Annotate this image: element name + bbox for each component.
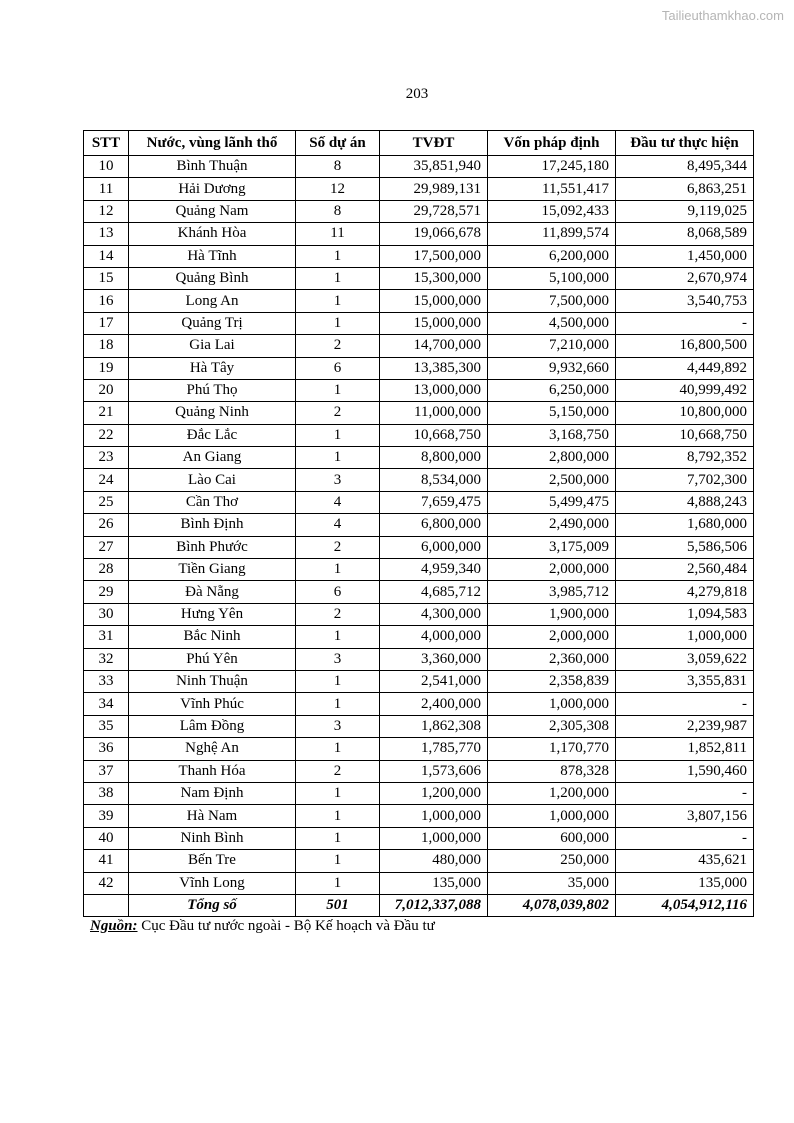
- cell-stt: 40: [84, 827, 129, 849]
- cell-legal-capital: 11,899,574: [488, 223, 616, 245]
- cell-stt: 32: [84, 648, 129, 670]
- table-row: [84, 626, 754, 648]
- cell-tvdt: 35,851,940: [380, 156, 488, 178]
- cell-stt: 24: [84, 469, 129, 491]
- cell-region: Quảng Bình: [129, 267, 296, 289]
- cell-region: Tiền Giang: [129, 559, 296, 581]
- cell-projects: 1: [296, 290, 380, 312]
- cell-implemented: -: [616, 693, 754, 715]
- cell-legal-capital: 2,000,000: [488, 626, 616, 648]
- table-row: [84, 648, 754, 670]
- cell-legal-capital: 2,490,000: [488, 514, 616, 536]
- cell-implemented: 3,355,831: [616, 670, 754, 692]
- cell-legal-capital: 2,358,839: [488, 670, 616, 692]
- cell-projects: 1: [296, 738, 380, 760]
- cell-implemented: 1,000,000: [616, 626, 754, 648]
- cell-tvdt: 7,659,475: [380, 491, 488, 513]
- table-row: [84, 267, 754, 289]
- table-row: [84, 379, 754, 401]
- cell-stt: 36: [84, 738, 129, 760]
- cell-legal-capital: 1,170,770: [488, 738, 616, 760]
- source-note: [90, 918, 435, 935]
- table-row: [84, 670, 754, 692]
- cell-projects: 1: [296, 379, 380, 401]
- cell-region: Nghệ An: [129, 738, 296, 760]
- cell-stt: 41: [84, 850, 129, 872]
- cell-implemented: 7,702,300: [616, 469, 754, 491]
- cell-projects: 1: [296, 447, 380, 469]
- cell-region: Nam Định: [129, 782, 296, 804]
- cell-region: Hà Tây: [129, 357, 296, 379]
- cell-region: Long An: [129, 290, 296, 312]
- cell-region: Ninh Bình: [129, 827, 296, 849]
- cell-region: Gia Lai: [129, 335, 296, 357]
- cell-region: Vĩnh Phúc: [129, 693, 296, 715]
- cell-projects: 6: [296, 357, 380, 379]
- cell-tvdt: 8,800,000: [380, 447, 488, 469]
- cell-legal-capital: 1,900,000: [488, 603, 616, 625]
- cell-implemented: 5,586,506: [616, 536, 754, 558]
- cell-tvdt: 19,066,678: [380, 223, 488, 245]
- cell-region: Hà Tĩnh: [129, 245, 296, 267]
- cell-tvdt: 1,000,000: [380, 805, 488, 827]
- cell-tvdt: 6,800,000: [380, 514, 488, 536]
- cell-region: Lâm Đồng: [129, 715, 296, 737]
- cell-tvdt: 29,989,131: [380, 178, 488, 200]
- cell-legal-capital: 1,000,000: [488, 805, 616, 827]
- cell-tvdt: 4,300,000: [380, 603, 488, 625]
- cell-region: An Giang: [129, 447, 296, 469]
- cell-projects: 2: [296, 603, 380, 625]
- cell-region: Phú Thọ: [129, 379, 296, 401]
- cell-tvdt: 14,700,000: [380, 335, 488, 357]
- cell-projects: 1: [296, 312, 380, 334]
- cell-implemented: 8,068,589: [616, 223, 754, 245]
- cell-legal-capital: 250,000: [488, 850, 616, 872]
- cell-projects: 2: [296, 536, 380, 558]
- cell-region: Hải Dương: [129, 178, 296, 200]
- cell-tvdt: 1,573,606: [380, 760, 488, 782]
- cell-region: Bắc Ninh: [129, 626, 296, 648]
- table-body: [84, 156, 754, 895]
- cell-implemented: 10,668,750: [616, 424, 754, 446]
- table-row: [84, 715, 754, 737]
- cell-implemented: 4,888,243: [616, 491, 754, 513]
- table-row: [84, 872, 754, 894]
- table-row: [84, 581, 754, 603]
- cell-implemented: 40,999,492: [616, 379, 754, 401]
- cell-tvdt: 6,000,000: [380, 536, 488, 558]
- cell-region: Bình Định: [129, 514, 296, 536]
- cell-region: Khánh Hòa: [129, 223, 296, 245]
- cell-tvdt: 4,000,000: [380, 626, 488, 648]
- cell-stt: 38: [84, 782, 129, 804]
- table-row: [84, 491, 754, 513]
- total-stt-cell: [84, 894, 129, 916]
- cell-implemented: 3,059,622: [616, 648, 754, 670]
- cell-projects: 1: [296, 827, 380, 849]
- cell-region: Đà Nẵng: [129, 581, 296, 603]
- table-row: [84, 782, 754, 804]
- cell-implemented: -: [616, 312, 754, 334]
- cell-legal-capital: 7,210,000: [488, 335, 616, 357]
- table-row: [84, 603, 754, 625]
- cell-tvdt: 17,500,000: [380, 245, 488, 267]
- cell-projects: 11: [296, 223, 380, 245]
- cell-tvdt: 10,668,750: [380, 424, 488, 446]
- cell-projects: 8: [296, 200, 380, 222]
- header-implemented: Đầu tư thực hiện: [616, 131, 754, 156]
- cell-implemented: 8,792,352: [616, 447, 754, 469]
- cell-stt: 23: [84, 447, 129, 469]
- cell-tvdt: 4,959,340: [380, 559, 488, 581]
- table-row: [84, 424, 754, 446]
- source-text: Cục Đầu tư nước ngoài - Bộ Kế hoạch và Đầu tư: [137, 918, 435, 934]
- cell-tvdt: 13,385,300: [380, 357, 488, 379]
- table-row: [84, 447, 754, 469]
- cell-legal-capital: 2,800,000: [488, 447, 616, 469]
- cell-projects: 12: [296, 178, 380, 200]
- cell-projects: 2: [296, 760, 380, 782]
- cell-implemented: -: [616, 827, 754, 849]
- cell-projects: 2: [296, 335, 380, 357]
- cell-implemented: 435,621: [616, 850, 754, 872]
- header-projects: Số dự án: [296, 131, 380, 156]
- table-row: [84, 559, 754, 581]
- cell-projects: 1: [296, 850, 380, 872]
- table-row: [84, 290, 754, 312]
- cell-legal-capital: 5,150,000: [488, 402, 616, 424]
- table-row: [84, 760, 754, 782]
- cell-projects: 1: [296, 805, 380, 827]
- cell-legal-capital: 7,500,000: [488, 290, 616, 312]
- cell-tvdt: 1,000,000: [380, 827, 488, 849]
- cell-legal-capital: 2,000,000: [488, 559, 616, 581]
- cell-region: Vĩnh Long: [129, 872, 296, 894]
- cell-tvdt: 11,000,000: [380, 402, 488, 424]
- cell-stt: 11: [84, 178, 129, 200]
- cell-legal-capital: 1,200,000: [488, 782, 616, 804]
- cell-tvdt: 15,000,000: [380, 312, 488, 334]
- cell-tvdt: 3,360,000: [380, 648, 488, 670]
- cell-projects: 4: [296, 514, 380, 536]
- cell-legal-capital: 15,092,433: [488, 200, 616, 222]
- cell-implemented: 2,560,484: [616, 559, 754, 581]
- cell-implemented: 16,800,500: [616, 335, 754, 357]
- cell-implemented: 1,680,000: [616, 514, 754, 536]
- watermark-text: Tailieuthamkhao.com: [661, 8, 784, 23]
- cell-tvdt: 8,534,000: [380, 469, 488, 491]
- cell-legal-capital: 11,551,417: [488, 178, 616, 200]
- table-row: [84, 693, 754, 715]
- cell-legal-capital: 5,100,000: [488, 267, 616, 289]
- cell-projects: 6: [296, 581, 380, 603]
- table-header-row: [84, 131, 754, 156]
- cell-implemented: 3,807,156: [616, 805, 754, 827]
- table-row: [84, 469, 754, 491]
- cell-legal-capital: 6,250,000: [488, 379, 616, 401]
- cell-region: Bình Phước: [129, 536, 296, 558]
- cell-projects: 1: [296, 245, 380, 267]
- table-row: [84, 514, 754, 536]
- cell-stt: 14: [84, 245, 129, 267]
- total-implemented: 4,054,912,116: [616, 894, 754, 916]
- table-row: [84, 223, 754, 245]
- table-row: [84, 850, 754, 872]
- cell-stt: 31: [84, 626, 129, 648]
- cell-projects: 4: [296, 491, 380, 513]
- cell-region: Hưng Yên: [129, 603, 296, 625]
- cell-legal-capital: 3,175,009: [488, 536, 616, 558]
- table-row: [84, 312, 754, 334]
- cell-stt: 18: [84, 335, 129, 357]
- cell-stt: 12: [84, 200, 129, 222]
- table-row: [84, 357, 754, 379]
- cell-stt: 34: [84, 693, 129, 715]
- cell-tvdt: 480,000: [380, 850, 488, 872]
- cell-stt: 35: [84, 715, 129, 737]
- cell-tvdt: 1,785,770: [380, 738, 488, 760]
- total-label: Tổng số: [129, 894, 296, 916]
- cell-tvdt: 1,862,308: [380, 715, 488, 737]
- cell-tvdt: 135,000: [380, 872, 488, 894]
- total-tvdt: 7,012,337,088: [380, 894, 488, 916]
- cell-legal-capital: 600,000: [488, 827, 616, 849]
- cell-region: Phú Yên: [129, 648, 296, 670]
- table-row: [84, 738, 754, 760]
- cell-projects: 3: [296, 648, 380, 670]
- cell-implemented: 1,590,460: [616, 760, 754, 782]
- cell-stt: 30: [84, 603, 129, 625]
- cell-stt: 26: [84, 514, 129, 536]
- cell-region: Thanh Hóa: [129, 760, 296, 782]
- cell-projects: 1: [296, 872, 380, 894]
- header-tvdt: TVĐT: [380, 131, 488, 156]
- cell-projects: 3: [296, 469, 380, 491]
- cell-implemented: 1,852,811: [616, 738, 754, 760]
- cell-legal-capital: 9,932,660: [488, 357, 616, 379]
- cell-stt: 13: [84, 223, 129, 245]
- table-row: [84, 536, 754, 558]
- cell-projects: 2: [296, 402, 380, 424]
- page-number: 203: [405, 86, 429, 102]
- cell-projects: 1: [296, 626, 380, 648]
- table-row: [84, 827, 754, 849]
- cell-stt: 16: [84, 290, 129, 312]
- cell-stt: 21: [84, 402, 129, 424]
- header-stt: STT: [84, 131, 129, 156]
- cell-tvdt: 15,300,000: [380, 267, 488, 289]
- cell-projects: 1: [296, 559, 380, 581]
- cell-region: Quảng Trị: [129, 312, 296, 334]
- cell-tvdt: 13,000,000: [380, 379, 488, 401]
- cell-stt: 20: [84, 379, 129, 401]
- cell-stt: 19: [84, 357, 129, 379]
- cell-legal-capital: 6,200,000: [488, 245, 616, 267]
- cell-region: Bình Thuận: [129, 156, 296, 178]
- cell-tvdt: 1,200,000: [380, 782, 488, 804]
- cell-stt: 33: [84, 670, 129, 692]
- cell-projects: 3: [296, 715, 380, 737]
- table-row: [84, 245, 754, 267]
- cell-projects: 1: [296, 424, 380, 446]
- cell-tvdt: 15,000,000: [380, 290, 488, 312]
- cell-region: Cần Thơ: [129, 491, 296, 513]
- cell-region: Bến Tre: [129, 850, 296, 872]
- table-row: [84, 805, 754, 827]
- cell-implemented: 2,670,974: [616, 267, 754, 289]
- cell-implemented: 1,094,583: [616, 603, 754, 625]
- total-row: [84, 894, 754, 916]
- cell-projects: 1: [296, 693, 380, 715]
- cell-implemented: 2,239,987: [616, 715, 754, 737]
- cell-legal-capital: 35,000: [488, 872, 616, 894]
- cell-stt: 28: [84, 559, 129, 581]
- cell-legal-capital: 17,245,180: [488, 156, 616, 178]
- total-projects: 501: [296, 894, 380, 916]
- cell-implemented: 8,495,344: [616, 156, 754, 178]
- cell-implemented: 10,800,000: [616, 402, 754, 424]
- table-row: [84, 200, 754, 222]
- header-region: Nước, vùng lãnh thổ: [129, 131, 296, 156]
- table-row: [84, 156, 754, 178]
- cell-legal-capital: 3,168,750: [488, 424, 616, 446]
- cell-region: Ninh Thuận: [129, 670, 296, 692]
- header-legal-capital: Vốn pháp định: [488, 131, 616, 156]
- cell-legal-capital: 4,500,000: [488, 312, 616, 334]
- cell-implemented: 9,119,025: [616, 200, 754, 222]
- cell-region: Hà Nam: [129, 805, 296, 827]
- cell-legal-capital: 2,500,000: [488, 469, 616, 491]
- cell-stt: 29: [84, 581, 129, 603]
- cell-legal-capital: 1,000,000: [488, 693, 616, 715]
- cell-tvdt: 29,728,571: [380, 200, 488, 222]
- cell-implemented: 1,450,000: [616, 245, 754, 267]
- cell-implemented: 3,540,753: [616, 290, 754, 312]
- cell-tvdt: 4,685,712: [380, 581, 488, 603]
- cell-legal-capital: 2,360,000: [488, 648, 616, 670]
- cell-projects: 1: [296, 782, 380, 804]
- total-legal-capital: 4,078,039,802: [488, 894, 616, 916]
- cell-stt: 39: [84, 805, 129, 827]
- cell-region: Quảng Nam: [129, 200, 296, 222]
- cell-implemented: 135,000: [616, 872, 754, 894]
- cell-projects: 1: [296, 670, 380, 692]
- cell-tvdt: 2,541,000: [380, 670, 488, 692]
- cell-stt: 15: [84, 267, 129, 289]
- cell-implemented: 6,863,251: [616, 178, 754, 200]
- cell-legal-capital: 2,305,308: [488, 715, 616, 737]
- cell-projects: 1: [296, 267, 380, 289]
- cell-stt: 27: [84, 536, 129, 558]
- cell-legal-capital: 5,499,475: [488, 491, 616, 513]
- cell-tvdt: 2,400,000: [380, 693, 488, 715]
- cell-legal-capital: 3,985,712: [488, 581, 616, 603]
- cell-implemented: -: [616, 782, 754, 804]
- cell-region: Quảng Ninh: [129, 402, 296, 424]
- cell-implemented: 4,449,892: [616, 357, 754, 379]
- cell-stt: 42: [84, 872, 129, 894]
- cell-stt: 17: [84, 312, 129, 334]
- cell-stt: 37: [84, 760, 129, 782]
- cell-legal-capital: 878,328: [488, 760, 616, 782]
- cell-stt: 22: [84, 424, 129, 446]
- source-label: Nguồn:: [90, 918, 138, 934]
- cell-implemented: 4,279,818: [616, 581, 754, 603]
- table-row: [84, 335, 754, 357]
- cell-region: Đắc Lắc: [129, 424, 296, 446]
- investment-table: [83, 130, 754, 917]
- table-row: [84, 402, 754, 424]
- cell-projects: 8: [296, 156, 380, 178]
- cell-stt: 10: [84, 156, 129, 178]
- cell-stt: 25: [84, 491, 129, 513]
- table-row: [84, 178, 754, 200]
- cell-region: Lào Cai: [129, 469, 296, 491]
